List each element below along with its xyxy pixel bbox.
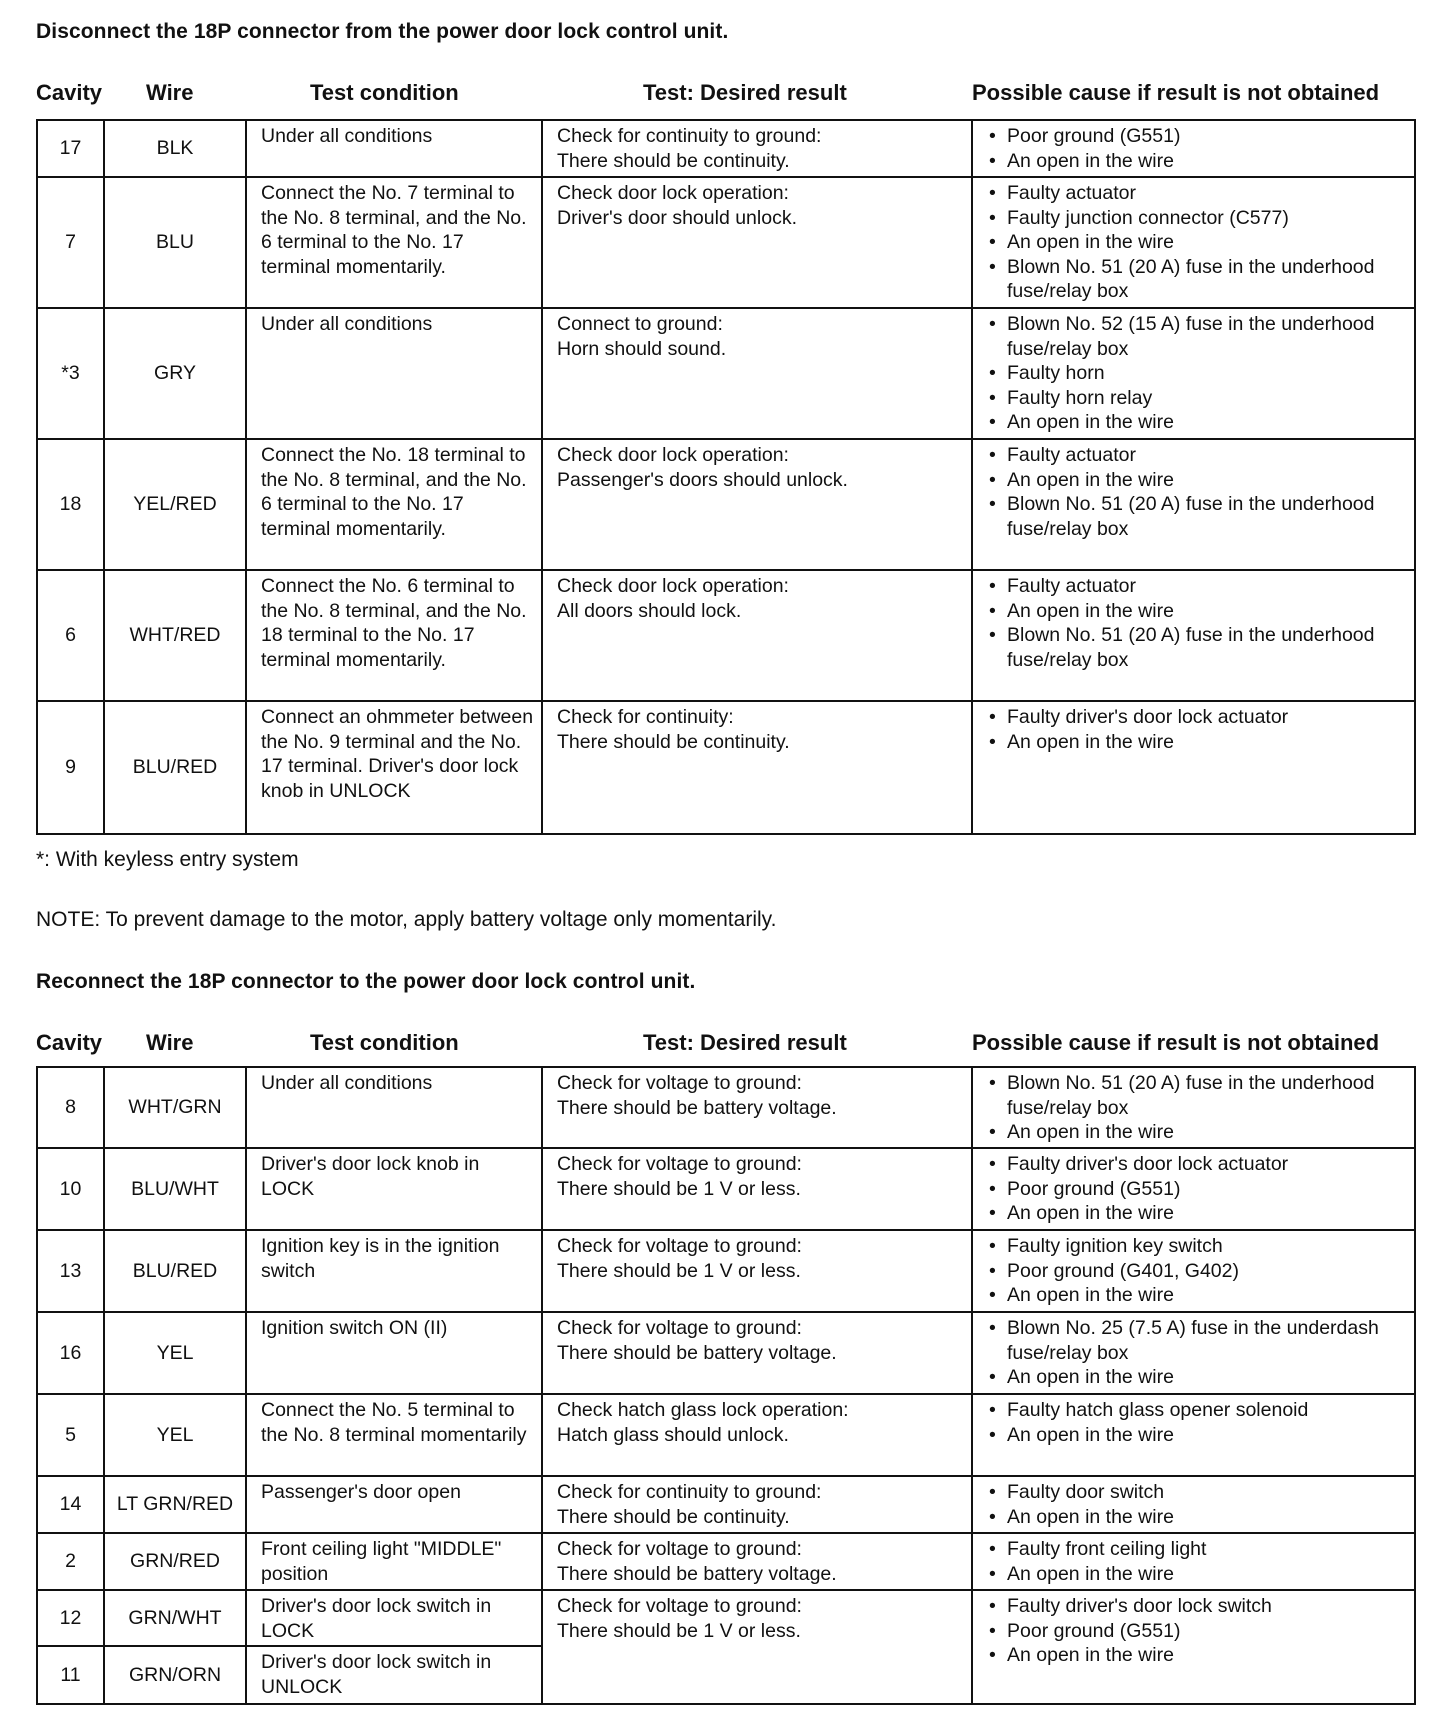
- table-row: [37, 1312, 1415, 1394]
- cause-item: • Faulty driver's door lock actuator: [987, 705, 1408, 730]
- cause-item: • An open in the wire: [987, 1505, 1408, 1530]
- wire-value: BLU/RED: [132, 1259, 218, 1282]
- cause-item: • Faulty hatch glass opener solenoid: [987, 1398, 1408, 1423]
- cavity-value: 2: [65, 1550, 76, 1573]
- condition-cell: [246, 1533, 542, 1590]
- cavity-value: 18: [59, 493, 82, 516]
- header-wire: Wire: [146, 1030, 194, 1055]
- cavity-cell: [37, 1312, 104, 1394]
- motor-note: NOTE: To prevent damage to the motor, apply battery voltage only momentarily.: [36, 908, 777, 931]
- cause-list: [987, 1071, 1408, 1145]
- result-line: Check door lock operation:: [557, 182, 789, 204]
- cause-item: • Poor ground (G401, G402): [987, 1259, 1408, 1284]
- condition-text: Connect an ohmmeter between the No. 9 terminal and the No. 17 terminal. Driver's door lock knob in UNLOCK: [261, 706, 534, 802]
- cavity-value: 14: [59, 1493, 82, 1516]
- wire-cell: [104, 308, 246, 439]
- cause-list: [987, 181, 1408, 304]
- cavity-value: 6: [65, 624, 76, 647]
- cause-cell: [972, 1394, 1415, 1476]
- cavity-value: 13: [59, 1259, 82, 1282]
- cause-list: [987, 705, 1408, 754]
- cause-item: • An open in the wire: [987, 1562, 1408, 1587]
- header-cavity: Cavity: [36, 1030, 103, 1055]
- result-cell: [542, 701, 972, 834]
- header-test-condition: Test condition: [310, 1030, 459, 1055]
- header-desired-result: Test: Desired result: [643, 1030, 847, 1055]
- wire-cell: [104, 701, 246, 834]
- condition-text: Under all conditions: [261, 125, 433, 147]
- condition-cell: [246, 308, 542, 439]
- result-line: Check for continuity to ground:: [557, 125, 822, 147]
- cause-list: [987, 443, 1408, 541]
- cause-item: • Faulty ignition key switch: [987, 1234, 1408, 1259]
- cause-item: • Faulty junction connector (C577): [987, 206, 1408, 231]
- table-row: [37, 177, 1415, 308]
- condition-cell: [246, 1230, 542, 1312]
- condition-cell: [246, 570, 542, 701]
- cause-item: • An open in the wire: [987, 410, 1408, 435]
- cause-item: • An open in the wire: [987, 149, 1408, 174]
- condition-text: Connect the No. 7 terminal to the No. 8 terminal, and the No. 6 terminal to the No. 17 terminal momentarily.: [261, 182, 527, 278]
- result-line: Check for continuity:: [557, 706, 734, 728]
- cause-cell: [972, 570, 1415, 701]
- wire-cell: [104, 570, 246, 701]
- condition-text: Ignition key is in the ignition switch: [261, 1235, 500, 1282]
- cause-item: • Faulty door switch: [987, 1480, 1408, 1505]
- cavity-cell: [37, 1476, 104, 1533]
- cause-list: [987, 312, 1408, 435]
- cause-item: • Poor ground (G551): [987, 1177, 1408, 1202]
- wire-value: YEL: [156, 1341, 194, 1364]
- result-line: Connect to ground:: [557, 313, 723, 335]
- wire-value: YEL/RED: [133, 493, 217, 516]
- cavity-value: 11: [60, 1663, 81, 1686]
- condition-cell: [246, 1312, 542, 1394]
- cavity-cell: [37, 1067, 104, 1148]
- section2-table: [36, 1066, 1416, 1705]
- condition-text: Passenger's door open: [261, 1481, 461, 1503]
- condition-text: Ignition switch ON (II): [261, 1317, 448, 1339]
- wire-cell: [104, 1312, 246, 1394]
- result-cell: [542, 439, 972, 570]
- result-line: Check for voltage to ground:: [557, 1538, 802, 1560]
- cavity-cell: [37, 1230, 104, 1312]
- result-line: Horn should sound.: [557, 337, 727, 360]
- cause-item: • Faulty actuator: [987, 443, 1408, 468]
- wire-cell: [104, 1646, 246, 1704]
- condition-cell: [246, 1394, 542, 1476]
- table-row: [37, 308, 1415, 439]
- header-test-condition: Test condition: [310, 80, 459, 105]
- result-line: There should be battery voltage.: [557, 1096, 837, 1119]
- condition-cell: [246, 1148, 542, 1230]
- cause-item: • An open in the wire: [987, 468, 1408, 493]
- cause-cell: [972, 308, 1415, 439]
- result-line: Passenger's doors should unlock.: [557, 468, 848, 491]
- condition-text: Driver's door lock knob in LOCK: [261, 1153, 480, 1200]
- cause-item: • Blown No. 51 (20 A) fuse in the underhood fuse/relay box: [987, 1071, 1408, 1120]
- result-line: There should be 1 V or less.: [557, 1177, 801, 1200]
- cause-list: [987, 1398, 1408, 1447]
- result-line: There should be battery voltage.: [557, 1562, 837, 1585]
- cavity-cell: [37, 570, 104, 701]
- cavity-cell: [37, 1533, 104, 1590]
- cause-item: • Faulty actuator: [987, 181, 1408, 206]
- cause-list: [987, 1234, 1408, 1308]
- table-row: [37, 1590, 1415, 1646]
- result-line: There should be continuity.: [557, 149, 790, 172]
- wire-cell: [104, 1230, 246, 1312]
- cavity-value: 10: [59, 1177, 82, 1200]
- cause-item: • Blown No. 51 (20 A) fuse in the underhood fuse/relay box: [987, 255, 1408, 304]
- cavity-cell: [37, 308, 104, 439]
- table-row: [37, 1394, 1415, 1476]
- wire-cell: [104, 177, 246, 308]
- table-row: [37, 1476, 1415, 1533]
- result-line: Check door lock operation:: [557, 444, 789, 466]
- result-cell: [542, 177, 972, 308]
- result-line: Check hatch glass lock operation:: [557, 1399, 849, 1421]
- condition-cell: [246, 1646, 542, 1704]
- result-cell: [542, 1590, 972, 1704]
- result-line: Check for voltage to ground:: [557, 1072, 802, 1094]
- condition-text: Connect the No. 5 terminal to the No. 8 terminal momentarily: [261, 1399, 527, 1446]
- condition-cell: [246, 1590, 542, 1646]
- cavity-value: *3: [61, 362, 80, 385]
- cause-item: • An open in the wire: [987, 599, 1408, 624]
- cavity-cell: [37, 1394, 104, 1476]
- cause-item: • An open in the wire: [987, 1283, 1408, 1308]
- condition-cell: [246, 1476, 542, 1533]
- cause-item: • An open in the wire: [987, 730, 1408, 755]
- result-line: Check for continuity to ground:: [557, 1481, 822, 1503]
- cause-list: [987, 1594, 1408, 1668]
- cause-item: • Poor ground (G551): [987, 1619, 1408, 1644]
- section1-heading: Disconnect the 18P connector from the power door lock control unit.: [36, 20, 729, 43]
- cavity-value: 7: [65, 231, 76, 254]
- cause-item: • An open in the wire: [987, 1201, 1408, 1226]
- condition-text: Connect the No. 18 terminal to the No. 8 terminal, and the No. 6 terminal to the No. 17 terminal momentarily.: [261, 444, 527, 540]
- cause-cell: [972, 120, 1415, 177]
- result-cell: [542, 1312, 972, 1394]
- result-line: Hatch glass should unlock.: [557, 1423, 789, 1446]
- cause-item: • An open in the wire: [987, 1423, 1408, 1448]
- result-cell: [542, 1476, 972, 1533]
- cavity-value: 8: [65, 1096, 76, 1119]
- cavity-value: 9: [65, 756, 76, 779]
- result-line: Check door lock operation:: [557, 575, 789, 597]
- wire-value: GRY: [154, 362, 196, 385]
- result-cell: [542, 1230, 972, 1312]
- result-cell: [542, 1394, 972, 1476]
- header-wire: Wire: [146, 80, 194, 105]
- cavity-cell: [37, 1590, 104, 1646]
- cause-item: • Poor ground (G551): [987, 124, 1408, 149]
- section2-heading: Reconnect the 18P connector to the power door lock control unit.: [36, 970, 696, 993]
- cavity-cell: [37, 120, 104, 177]
- result-line: Check for voltage to ground:: [557, 1235, 802, 1257]
- cause-item: • Faulty driver's door lock actuator: [987, 1152, 1408, 1177]
- cause-item: • Faulty front ceiling light: [987, 1537, 1408, 1562]
- cause-item: • Faulty horn: [987, 361, 1408, 386]
- cause-list: [987, 124, 1408, 173]
- wire-value: BLU: [156, 231, 194, 254]
- result-line: Driver's door should unlock.: [557, 206, 797, 229]
- cause-item: • Blown No. 51 (20 A) fuse in the underhood fuse/relay box: [987, 623, 1408, 672]
- wire-cell: [104, 120, 246, 177]
- result-cell: [542, 308, 972, 439]
- table-row: [37, 1533, 1415, 1590]
- table-row: [37, 1230, 1415, 1312]
- wire-value: WHT/GRN: [128, 1096, 222, 1119]
- section1-table: [36, 119, 1416, 835]
- result-cell: [542, 1533, 972, 1590]
- condition-text: Under all conditions: [261, 313, 433, 335]
- wire-cell: [104, 1394, 246, 1476]
- cause-list: [987, 1480, 1408, 1529]
- cause-item: • Faulty actuator: [987, 574, 1408, 599]
- header-cavity: Cavity: [36, 80, 103, 105]
- table-row: [37, 120, 1415, 177]
- cavity-value: 12: [59, 1606, 82, 1629]
- condition-text: Driver's door lock switch in LOCK: [261, 1595, 492, 1642]
- cause-cell: [972, 1312, 1415, 1394]
- cause-cell: [972, 1230, 1415, 1312]
- cause-item: • Faulty horn relay: [987, 386, 1408, 411]
- table-row: [37, 701, 1415, 834]
- cavity-value: 17: [59, 137, 82, 160]
- wire-value: BLK: [156, 137, 194, 160]
- cavity-cell: [37, 177, 104, 308]
- condition-cell: [246, 177, 542, 308]
- cause-list: [987, 1316, 1408, 1390]
- header-possible-cause: Possible cause if result is not obtained: [972, 80, 1380, 105]
- cause-list: [987, 1537, 1408, 1586]
- condition-text: Driver's door lock switch in UNLOCK: [261, 1651, 492, 1698]
- header-possible-cause: Possible cause if result is not obtained: [972, 1030, 1380, 1055]
- wire-value: WHT/RED: [129, 624, 221, 647]
- cause-list: [987, 574, 1408, 672]
- wire-value: GRN/RED: [130, 1550, 220, 1573]
- wire-cell: [104, 1148, 246, 1230]
- condition-cell: [246, 439, 542, 570]
- cause-cell: [972, 1476, 1415, 1533]
- condition-cell: [246, 1067, 542, 1148]
- condition-cell: [246, 701, 542, 834]
- wire-cell: [104, 1533, 246, 1590]
- cavity-value: 16: [59, 1341, 82, 1364]
- wire-value: GRN/WHT: [128, 1606, 222, 1629]
- result-line: There should be continuity.: [557, 1505, 790, 1528]
- cause-item: • Faulty driver's door lock switch: [987, 1594, 1408, 1619]
- cause-cell: [972, 1533, 1415, 1590]
- condition-text: Under all conditions: [261, 1072, 433, 1094]
- wire-cell: [104, 1067, 246, 1148]
- table-row: [37, 570, 1415, 701]
- cause-item: • Blown No. 52 (15 A) fuse in the underhood fuse/relay box: [987, 312, 1408, 361]
- cavity-value: 5: [65, 1423, 76, 1446]
- condition-text: Connect the No. 6 terminal to the No. 8 terminal, and the No. 18 terminal to the No. 17 terminal momentarily.: [261, 575, 527, 671]
- result-cell: [542, 1067, 972, 1148]
- cause-cell: [972, 1148, 1415, 1230]
- cause-cell: [972, 1067, 1415, 1148]
- wire-value: LT GRN/RED: [116, 1493, 234, 1516]
- result-line: There should be battery voltage.: [557, 1341, 837, 1364]
- condition-text: Front ceiling light "MIDDLE" position: [261, 1538, 502, 1585]
- wire-value: BLU/RED: [132, 756, 218, 779]
- table-row: [37, 439, 1415, 570]
- cavity-cell: [37, 439, 104, 570]
- cavity-cell: [37, 1148, 104, 1230]
- cause-item: • Blown No. 25 (7.5 A) fuse in the underdash fuse/relay box: [987, 1316, 1408, 1365]
- wire-value: GRN/ORN: [128, 1663, 222, 1686]
- wire-cell: [104, 1590, 246, 1646]
- result-line: Check for voltage to ground:: [557, 1317, 802, 1339]
- header-desired-result: Test: Desired result: [643, 80, 847, 105]
- table-row: [37, 1148, 1415, 1230]
- result-cell: [542, 120, 972, 177]
- wire-value: BLU/WHT: [131, 1177, 219, 1200]
- cavity-cell: [37, 701, 104, 834]
- cavity-cell: [37, 1646, 104, 1704]
- cause-item: • An open in the wire: [987, 1365, 1408, 1390]
- wire-value: YEL: [156, 1423, 194, 1446]
- result-line: Check for voltage to ground:: [557, 1595, 802, 1617]
- cause-item: • An open in the wire: [987, 1120, 1408, 1145]
- wire-cell: [104, 1476, 246, 1533]
- cause-cell: [972, 439, 1415, 570]
- result-line: There should be 1 V or less.: [557, 1259, 801, 1282]
- wire-cell: [104, 439, 246, 570]
- footnote: *: With keyless entry system: [36, 848, 299, 871]
- table-row: [37, 1067, 1415, 1148]
- cause-cell: [972, 1590, 1415, 1704]
- cause-item: • Blown No. 51 (20 A) fuse in the underhood fuse/relay box: [987, 492, 1408, 541]
- result-line: All doors should lock.: [557, 599, 742, 622]
- result-line: There should be 1 V or less.: [557, 1619, 801, 1642]
- condition-cell: [246, 120, 542, 177]
- cause-item: • An open in the wire: [987, 1643, 1408, 1668]
- result-line: Check for voltage to ground:: [557, 1153, 802, 1175]
- cause-item: • An open in the wire: [987, 230, 1408, 255]
- cause-cell: [972, 701, 1415, 834]
- result-cell: [542, 570, 972, 701]
- cause-list: [987, 1152, 1408, 1226]
- result-cell: [542, 1148, 972, 1230]
- result-line: There should be continuity.: [557, 730, 790, 753]
- cause-cell: [972, 177, 1415, 308]
